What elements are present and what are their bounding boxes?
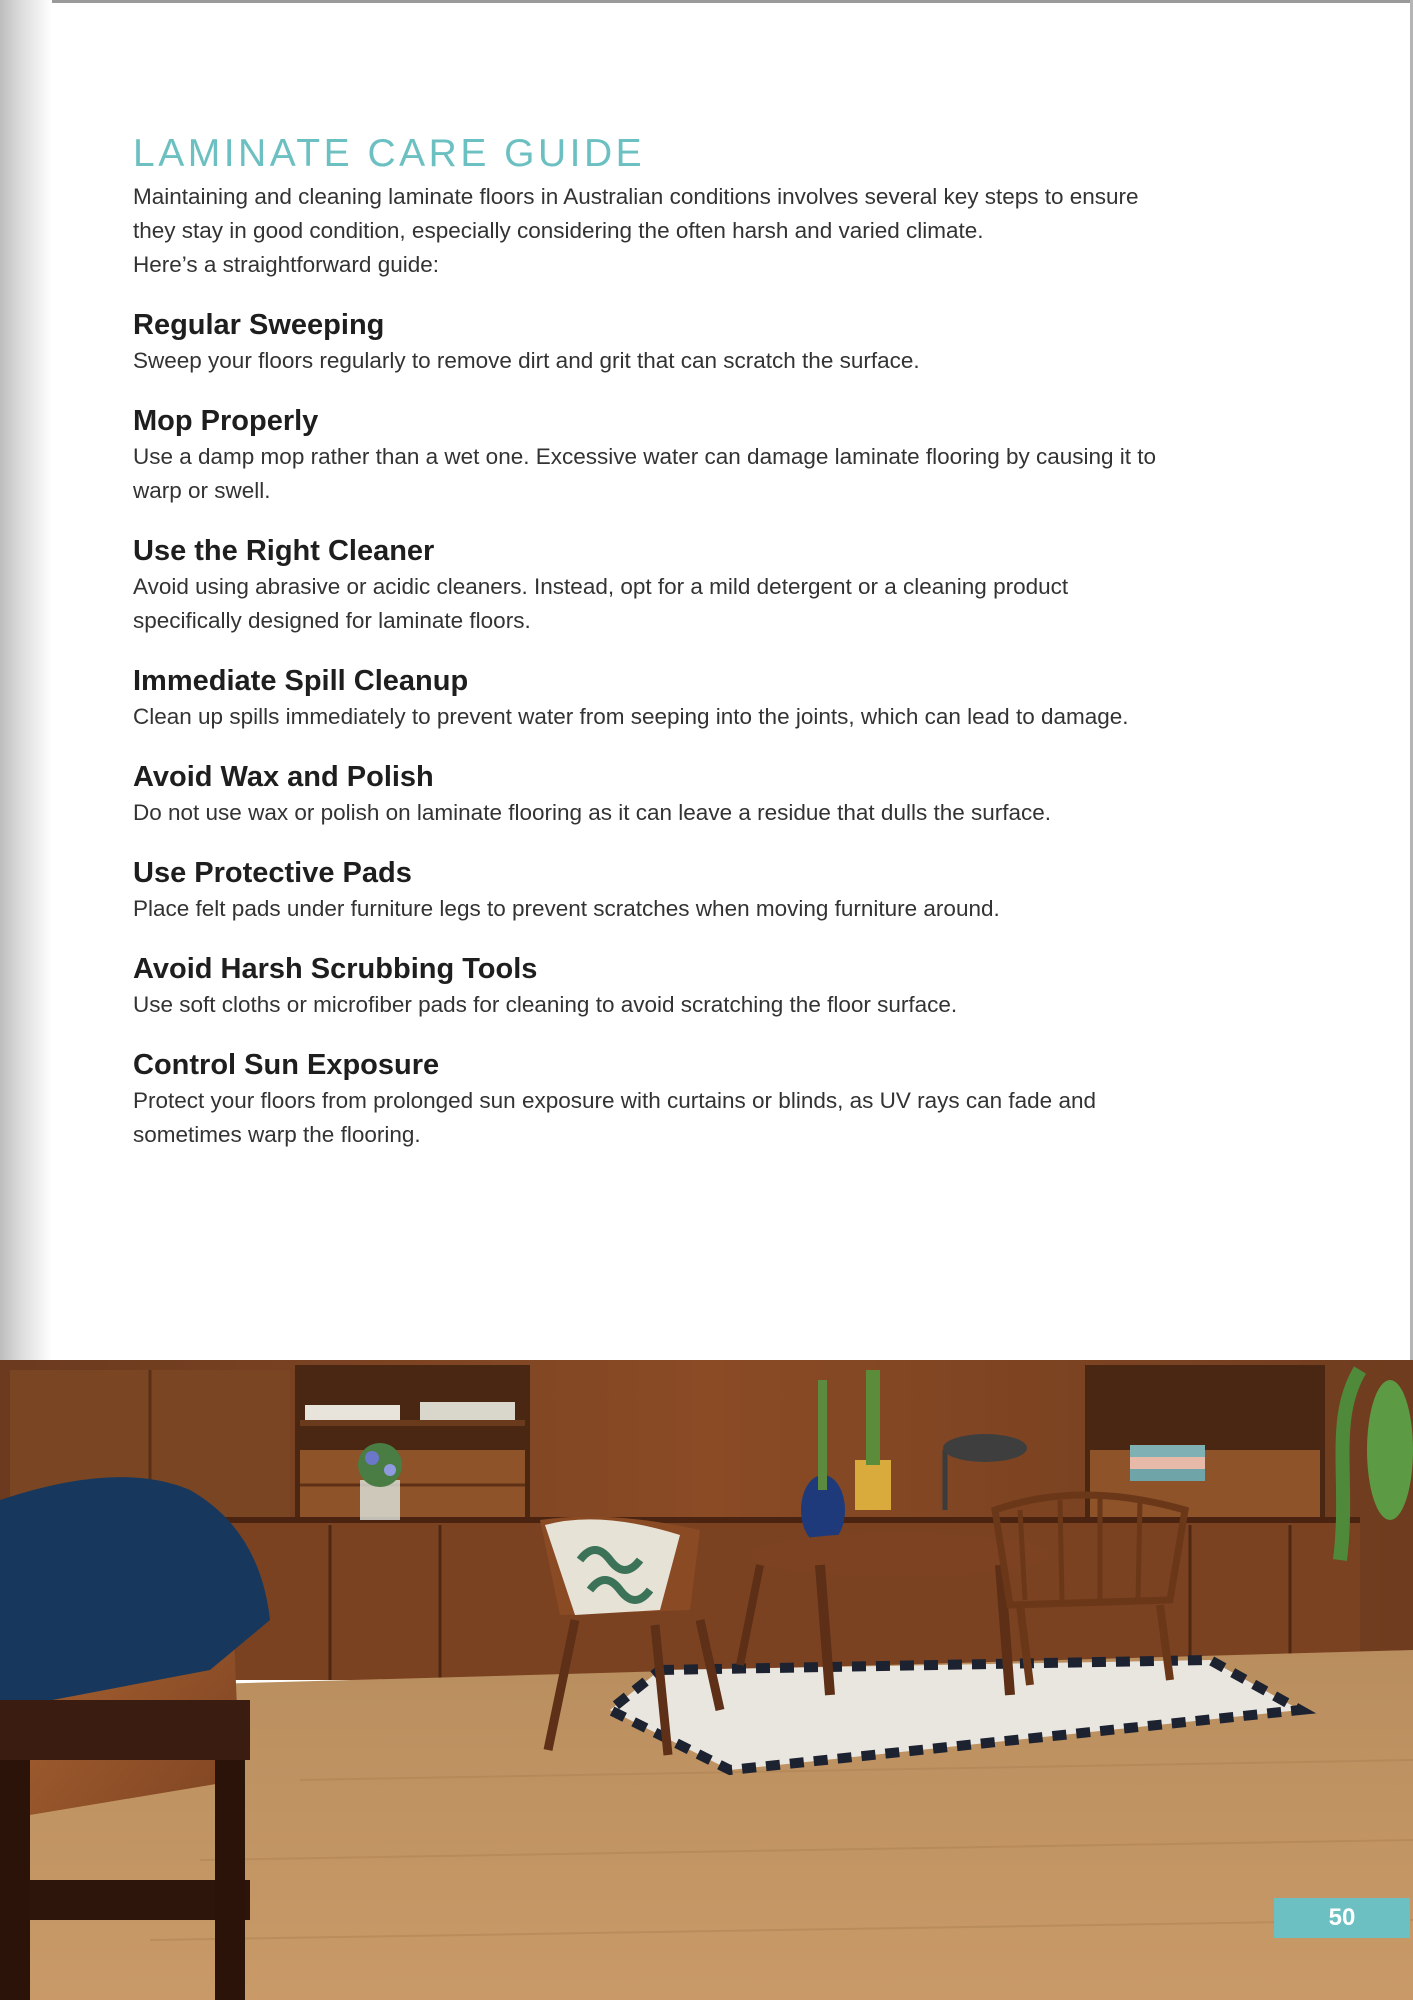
page-number: 50 xyxy=(1274,1898,1410,1938)
section-title: Use the Right Cleaner xyxy=(133,535,435,567)
intro-paragraph xyxy=(133,180,1283,282)
section-title: Mop Properly xyxy=(133,405,319,437)
section-body xyxy=(133,892,1283,926)
section-line: warp or swell. xyxy=(133,478,271,503)
section-line: Protect your floors from prolonged sun exposure with curtains or blinds, as UV rays can fade and xyxy=(133,1088,1096,1113)
section-immediate-spill-cleanup xyxy=(133,662,1283,734)
page-top-edge xyxy=(0,0,1413,3)
section-title: Use Protective Pads xyxy=(133,857,412,889)
desk-lamp xyxy=(943,1434,1027,1462)
living-room-illustration xyxy=(0,1360,1413,2000)
section-title: Regular Sweeping xyxy=(133,309,385,341)
section-line: sometimes warp the flooring. xyxy=(133,1122,421,1147)
section-line: Avoid using abrasive or acidic cleaners. Instead, opt for a mild detergent or a cleaning product xyxy=(133,574,1069,599)
section-mop-properly xyxy=(133,402,1283,508)
section-title: Control Sun Exposure xyxy=(133,1049,440,1081)
living-room-photo xyxy=(0,1360,1413,2000)
section-body xyxy=(133,988,1283,1022)
section-regular-sweeping xyxy=(133,306,1283,378)
section-body xyxy=(133,440,1283,508)
section-body xyxy=(133,796,1283,830)
section-avoid-harsh-scrubbing xyxy=(133,950,1283,1022)
section-line: specifically designed for laminate floors. xyxy=(133,608,531,633)
section-line: Place felt pads under furniture legs to prevent scratches when moving furniture around. xyxy=(133,896,1000,921)
book-spine-shadow xyxy=(0,0,52,1360)
section-line: Sweep your floors regularly to remove dirt and grit that can scratch the surface. xyxy=(133,348,920,373)
section-title: Avoid Wax and Polish xyxy=(133,761,434,793)
cactus xyxy=(818,1380,827,1490)
section-body xyxy=(133,700,1283,734)
section-use-right-cleaner xyxy=(133,532,1283,638)
care-guide-content xyxy=(133,128,1283,1152)
section-title: Immediate Spill Cleanup xyxy=(133,665,469,697)
section-control-sun-exposure xyxy=(133,1046,1283,1152)
page-title: LAMINATE CARE GUIDE xyxy=(133,132,646,175)
section-title: Avoid Harsh Scrubbing Tools xyxy=(133,953,538,985)
section-use-protective-pads xyxy=(133,854,1283,926)
gold-pot xyxy=(855,1460,891,1510)
intro-line: Here’s a straightforward guide: xyxy=(133,252,439,277)
section-line: Use a damp mop rather than a wet one. Excessive water can damage laminate flooring by causing it to xyxy=(133,444,1157,469)
section-line: Do not use wax or polish on laminate flooring as it can leave a residue that dulls the surface. xyxy=(133,800,1052,825)
section-body xyxy=(133,344,1283,378)
intro-line: they stay in good condition, especially considering the often harsh and varied climate. xyxy=(133,218,984,243)
armchair-frame xyxy=(0,1700,250,1760)
flower-bouquet xyxy=(358,1443,402,1487)
section-line: Clean up spills immediately to prevent water from seeping into the joints, which can lead to damage. xyxy=(133,704,1129,729)
section-avoid-wax-polish xyxy=(133,758,1283,830)
section-body xyxy=(133,1084,1283,1152)
section-body xyxy=(133,570,1283,638)
intro-line: Maintaining and cleaning laminate floors in Australian conditions involves several key steps to ensure xyxy=(133,184,1139,209)
section-line: Use soft cloths or microfiber pads for cleaning to avoid scratching the floor surface. xyxy=(133,992,958,1017)
